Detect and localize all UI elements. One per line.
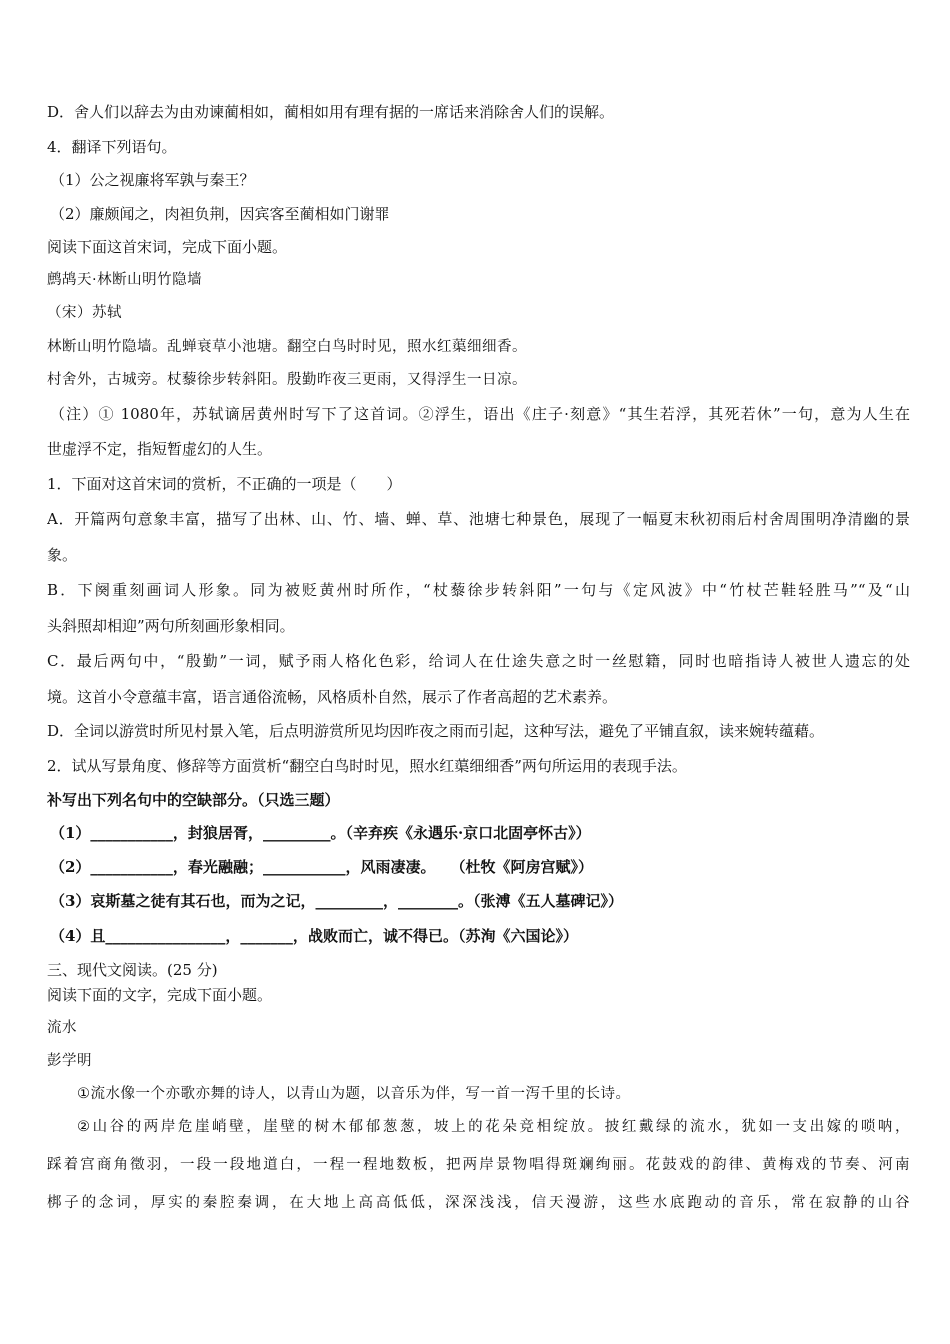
poem-instruction: 阅读下面这首宋词，完成下面小题。 [47,238,288,256]
article-para-1: ①流水像一个亦歌亦舞的诗人，以青山为题，以音乐为伴，写一首一泻千里的长诗。 [77,1086,631,1102]
question-2: 2．试从写景角度、修辞等方面赏析“翻空白鸟时时见，照水红蕖细细香”两句所运用的表现手法。 [47,757,687,775]
reading-instruction: 阅读下面的文字，完成下面小题。 [47,986,273,1004]
option-d-line: D．舍人们以辞去为由劝谏蔺相如，蔺相如用有理有据的一席话来消除舍人们的误解。 [47,103,615,121]
option-a: A．开篇两句意象丰富，描写了出林、山、竹、墙、蝉、草、池塘七种景色，展现了一幅夏末秋初雨后村舍周围明净清幽的景 [47,510,910,528]
option-c: C．最后两句中，“殷勤”一词，赋予雨人格化色彩，给词人在仕途失意之时一丝慰籍，同时也暗指诗人被世人遗忘的处 [47,652,910,670]
question-1: 1．下面对这首宋词的赏析，不正确的一项是（ ） [47,475,402,493]
poem-line-2: 村舍外，古城旁。杖藜徐步转斜阳。殷勤昨夜三更雨，又得浮生一日凉。 [47,372,527,388]
poem-note-cont: 世虚浮不定，指短暂虚幻的人生。 [47,440,273,458]
article-para-2: ②山谷的两岸危崖峭壁，崖壁的树木郁郁葱葱，坡上的花朵竞相绽放。披红戴绿的流水，犹如一支出嫁的唢呐， [77,1119,910,1135]
option-a-cont: 象。 [47,546,78,564]
article-para-2-cont: 踩着宫商角徵羽，一段一段地道白，一程一程地数板，把两岸景物唱得斑斓绚丽。花鼓戏的韵律、黄梅戏的节奏、河南 [47,1157,910,1173]
poem-line-1: 林断山明竹隐墙。乱蝉衰草小池塘。翻空白鸟时时见，照水红蕖细细香。 [47,339,527,355]
option-c-cont: 境。这首小令意蕴丰富，语言通俗流畅，风格质朴自然，展示了作者高超的艺术素养。 [47,688,618,706]
option-d: D．全词以游赏时所见村景入笔，后点明游赏所见均因昨夜之雨而引起，这种写法，避免了平铺直叙，读来婉转蕴藉。 [47,722,825,740]
poem-note: （注）① 1080年，苏轼谪居黄州时写下了这首词。②浮生，语出《庄子·刻意》“其生若浮，其死若休”一句，意为人生在 [50,405,910,423]
option-b-cont: 头斜照却相迎”两句所刻画形象相同。 [47,617,295,635]
fill-blank-heading: 补写出下列名句中的空缺部分。（只选三题） [47,791,340,809]
translate-item-2: （2）廉颇闻之，肉袒负荆，因宾客至蔺相如门谢罪 [50,205,390,223]
option-b: B．下阕重刻画词人形象。同为被贬黄州时所作，“杖藜徐步转斜阳”一句与《定风波》中“竹杖芒鞋轻胜马”“及“山 [47,581,910,599]
translate-item-1: （1）公之视廉将军孰与秦王？ [50,171,255,189]
article-author: 彭学明 [47,1053,92,1069]
fill-blank-4: （4）且________________，_______，战败而亡，诚不得已。（苏洵《六国论》） [50,927,578,945]
article-title: 流水 [47,1020,77,1036]
question-4-heading: 4．翻译下列语句。 [47,138,177,156]
poem-title: 鹧鸪天·林断山明竹隐墙 [47,272,203,288]
fill-blank-1: （1）___________，封狼居胥，_________。（辛弃疾《永遇乐·京口北固亭怀古》） [50,824,591,842]
poem-author: （宋）苏轼 [47,305,122,321]
fill-blank-2: （2）___________，春光融融；___________，风雨凄凄。 （杜牧《阿房宫赋》） [50,858,593,876]
section-3-heading: 三、现代文阅读。(25 分) [47,961,218,979]
fill-blank-3: （3）哀斯墓之徒有其石也，而为之记，_________，________。（张溥《五人墓碑记》） [50,892,623,910]
article-para-2-cont2: 梆子的念词，厚实的秦腔秦调，在大地上高高低低，深深浅浅，信天漫游，这些水底跑动的音乐，常在寂静的山谷 [47,1195,910,1211]
